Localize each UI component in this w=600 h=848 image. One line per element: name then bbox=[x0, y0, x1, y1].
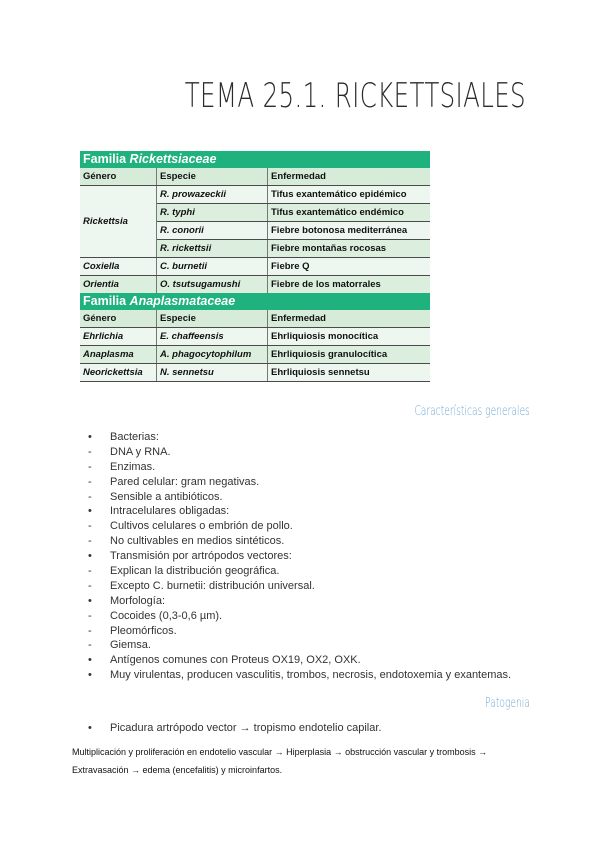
species-cell: R. conorii bbox=[157, 222, 268, 240]
list-item-text: Enzimas. bbox=[110, 460, 156, 473]
list-item bbox=[88, 475, 511, 490]
list-item bbox=[88, 445, 511, 460]
header-genero: Género bbox=[80, 168, 157, 186]
bullet-marker: • bbox=[88, 505, 92, 518]
list-item bbox=[88, 638, 511, 653]
list-item bbox=[88, 579, 511, 594]
disease-cell: Fiebre montañas rocosas bbox=[268, 240, 431, 258]
list-item bbox=[88, 549, 511, 564]
bullet-marker: • bbox=[88, 722, 92, 734]
list-item-text: Pleomórficos. bbox=[110, 624, 177, 637]
dash-marker: - bbox=[88, 490, 92, 503]
genus-cell: Neorickettsia bbox=[80, 364, 157, 382]
column-header-row bbox=[80, 168, 430, 186]
list-item-text: Giemsa. bbox=[110, 639, 151, 652]
species-cell: R. typhi bbox=[157, 204, 268, 222]
section-title-caracteristicas: Características generales bbox=[414, 404, 530, 419]
list-item-text: No cultivables en medios sintéticos. bbox=[110, 535, 285, 548]
list-item-text: Sensible a antibióticos. bbox=[110, 490, 223, 503]
bullet-marker: • bbox=[88, 654, 92, 667]
disease-cell: Fiebre botonosa mediterránea bbox=[268, 222, 431, 240]
table-row bbox=[80, 364, 430, 382]
list-item-text: Antígenos comunes con Proteus OX19, OX2, OXK. bbox=[110, 654, 361, 667]
bullet-marker: • bbox=[88, 431, 92, 443]
disease-cell: Fiebre Q bbox=[268, 258, 431, 276]
dash-marker: - bbox=[88, 520, 92, 533]
list-item bbox=[88, 490, 511, 505]
genus-cell: Coxiella bbox=[80, 258, 157, 276]
disease-cell: Tifus exantemático endémico bbox=[268, 204, 431, 222]
species-cell: R. rickettsii bbox=[157, 240, 268, 258]
table-row bbox=[80, 328, 430, 346]
family-name: Rickettsiaceae bbox=[129, 152, 217, 166]
bullet-marker: • bbox=[88, 669, 92, 682]
table-row bbox=[80, 276, 430, 294]
caracteristicas-list bbox=[88, 430, 511, 683]
page-title: TEMA 25.1. RICKETTSIALES bbox=[184, 76, 526, 116]
list-item-text: Cultivos celulares o embrión de pollo. bbox=[110, 520, 293, 533]
list-item-text: Bacterias: bbox=[110, 431, 159, 443]
list-item-text: Explican la distribución geográfica. bbox=[110, 565, 280, 578]
list-item-text: Transmisión por artrópodos vectores: bbox=[110, 550, 292, 563]
list-item-text: Morfología: bbox=[110, 594, 166, 607]
genus-cell: Ehrlichia bbox=[80, 328, 157, 346]
family-header-rickettsiaceae bbox=[80, 151, 430, 168]
disease-cell: Ehrliquiosis monocítica bbox=[268, 328, 431, 346]
disease-cell: Ehrliquiosis granulocítica bbox=[268, 346, 431, 364]
genus-cell: Orientia bbox=[80, 276, 157, 294]
species-cell: N. sennetsu bbox=[157, 364, 268, 382]
family-name: Anaplasmataceae bbox=[129, 294, 236, 308]
list-item-text: Pared celular: gram negativas. bbox=[110, 475, 260, 488]
dash-marker: - bbox=[88, 624, 92, 637]
disease-cell: Ehrliquiosis sennetsu bbox=[268, 364, 431, 382]
dash-marker: - bbox=[88, 639, 92, 652]
header-enfermedad: Enfermedad bbox=[268, 168, 431, 186]
bullet-marker: • bbox=[88, 550, 92, 563]
dash-marker: - bbox=[88, 445, 92, 458]
list-item-text: Cocoides (0,3-0,6 µm). bbox=[110, 609, 223, 622]
family-prefix: Familia bbox=[83, 152, 130, 166]
list-item-text: Excepto C. burnetii: distribución universal. bbox=[110, 579, 315, 592]
header-especie: Especie bbox=[157, 168, 268, 186]
header-enfermedad: Enfermedad bbox=[268, 310, 431, 328]
species-cell: C. burnetii bbox=[157, 258, 268, 276]
disease-cell: Fiebre de los matorrales bbox=[268, 276, 431, 294]
species-cell: R. prowazeckii bbox=[157, 186, 268, 204]
list-item bbox=[88, 594, 511, 609]
genus-cell: Anaplasma bbox=[80, 346, 157, 364]
table-row bbox=[80, 186, 430, 204]
table-row bbox=[80, 346, 430, 364]
header-genero: Género bbox=[80, 310, 157, 328]
dash-marker: - bbox=[88, 535, 92, 548]
family-header-anaplasmataceae bbox=[80, 293, 430, 310]
genus-cell: Rickettsia bbox=[80, 186, 157, 258]
list-item bbox=[88, 564, 511, 579]
list-item bbox=[88, 460, 511, 475]
list-item-text: Muy virulentas, producen vasculitis, trombos, necrosis, endotoxemia y exantemas. bbox=[110, 669, 512, 682]
list-item-text: Intracelulares obligadas: bbox=[110, 505, 230, 518]
dash-marker: - bbox=[88, 609, 92, 622]
pathogenesis-paragraph: Multiplicación y proliferación en endotelio vascular → Hiperplasia → obstrucción vascular y trombosis → Extravasación → edema (encefalitis) y microinfartos. bbox=[72, 747, 488, 775]
section-title-patogenia: Patogenia bbox=[485, 696, 530, 711]
list-item bbox=[88, 721, 381, 736]
species-cell: O. tsutsugamushi bbox=[157, 276, 268, 294]
list-item-text: DNA y RNA. bbox=[110, 445, 171, 458]
list-item-text: Picadura artrópodo vector → tropismo endotelio capilar. bbox=[110, 722, 382, 734]
dash-marker: - bbox=[88, 565, 92, 578]
dash-marker: - bbox=[88, 579, 92, 592]
rickettsiales-table bbox=[80, 151, 430, 382]
dash-marker: - bbox=[88, 475, 92, 488]
list-item bbox=[88, 430, 511, 445]
list-item bbox=[88, 519, 511, 534]
dash-marker: - bbox=[88, 460, 92, 473]
bullet-marker: • bbox=[88, 594, 92, 607]
list-item bbox=[88, 653, 511, 668]
species-cell: E. chaffeensis bbox=[157, 328, 268, 346]
family-prefix: Familia bbox=[83, 294, 130, 308]
list-item bbox=[88, 624, 511, 639]
list-item bbox=[88, 504, 511, 519]
column-header-row bbox=[80, 310, 430, 328]
disease-cell: Tifus exantemático epidémico bbox=[268, 186, 431, 204]
list-item bbox=[88, 668, 511, 683]
patogenia-list bbox=[88, 721, 381, 736]
header-especie: Especie bbox=[157, 310, 268, 328]
species-cell: A. phagocytophilum bbox=[157, 346, 268, 364]
list-item bbox=[88, 609, 511, 624]
list-item bbox=[88, 534, 511, 549]
table-row bbox=[80, 258, 430, 276]
